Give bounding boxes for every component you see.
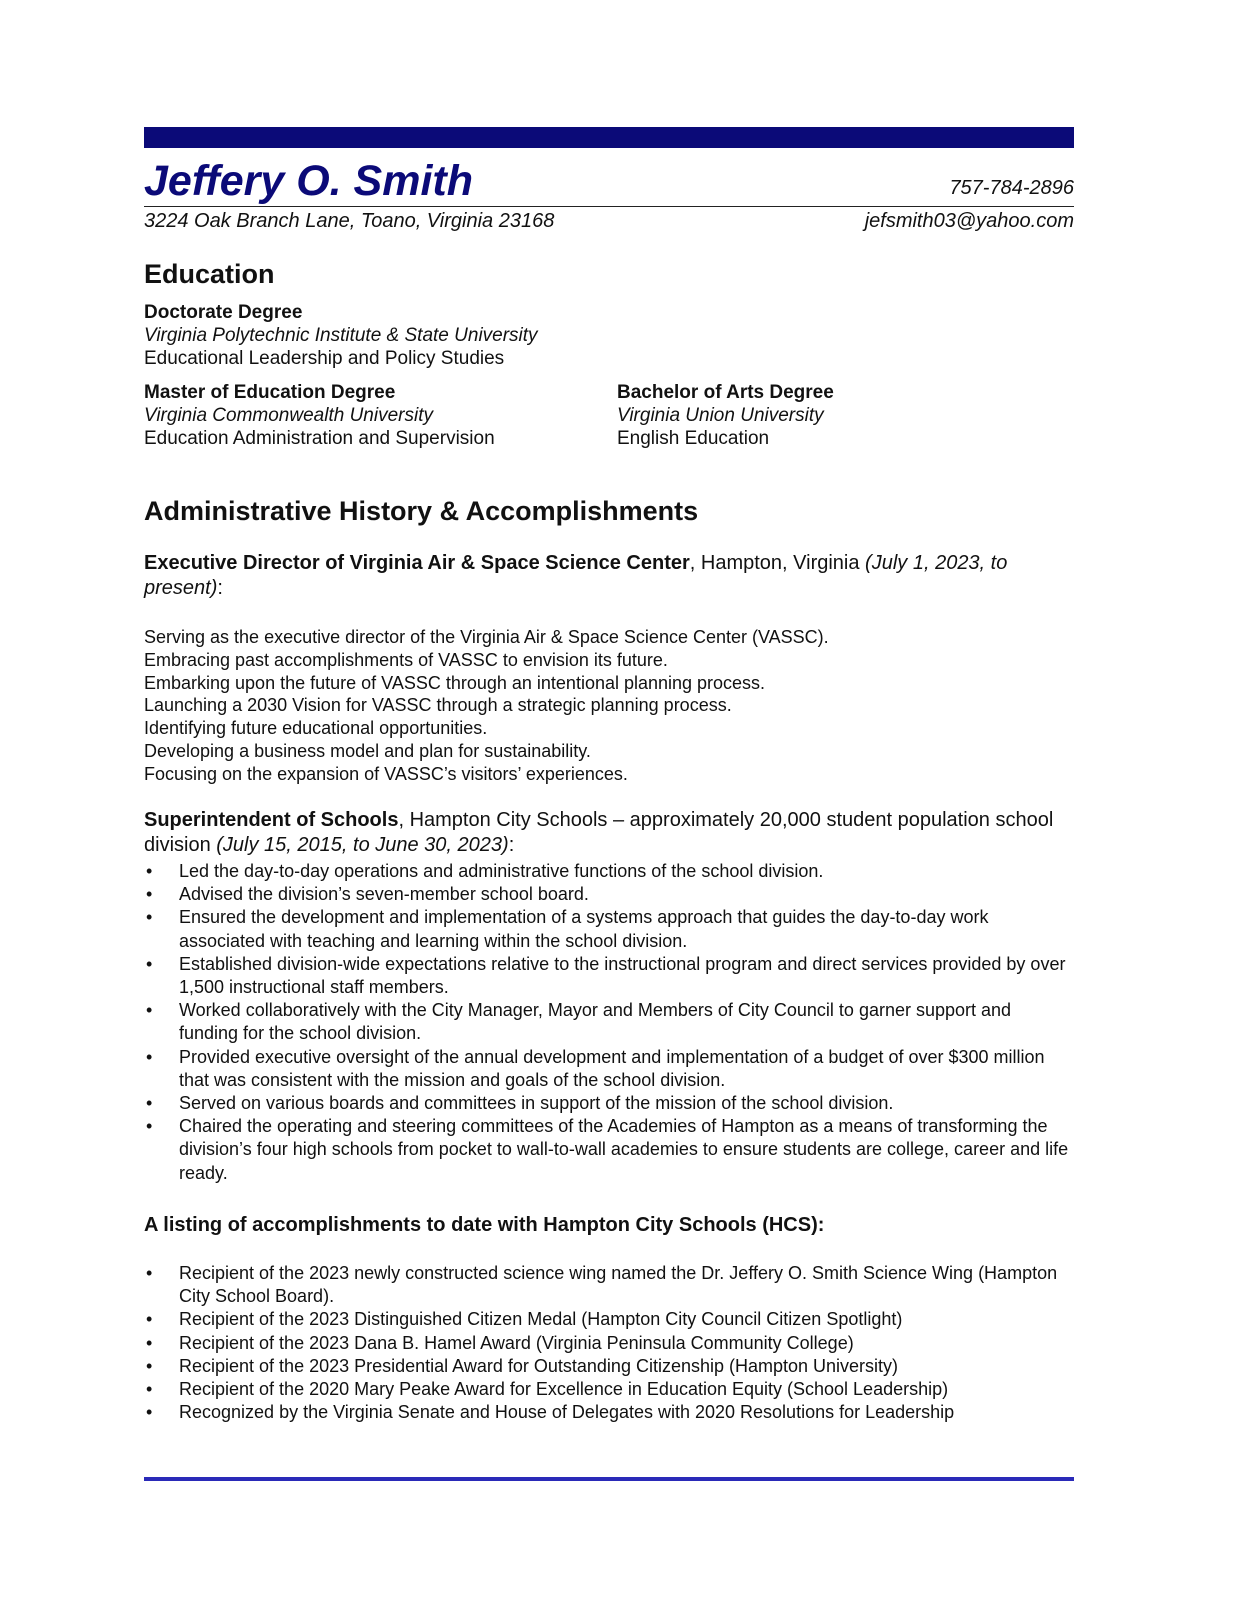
bullet-icon: •	[146, 1046, 153, 1067]
executive-director-duties	[144, 626, 1074, 786]
bullet-icon: •	[146, 861, 153, 881]
bullet-text: Led the day-to-day operations and administrative functions of the school division.	[179, 861, 824, 881]
school-name: Virginia Polytechnic Institute & State University	[144, 325, 538, 346]
bullet-text: Advised the division’s seven-member school board.	[179, 884, 589, 905]
field-of-study: Educational Leadership and Policy Studies	[144, 348, 505, 369]
school-name: Virginia Union University	[617, 405, 824, 426]
bullet-text: Recipient of the 2023 Presidential Award for Outstanding Citizenship (Hampton University)	[179, 1355, 899, 1376]
bullet-item	[144, 953, 1074, 999]
bullet-text: Recipient of the 2020 Mary Peake Award for Excellence in Education Equity (School Leadership)	[179, 1379, 949, 1400]
bullet-icon: •	[146, 1093, 153, 1114]
bullet-text: Provided executive oversight of the annual development and implementation of a budget of over $300 million that was consistent with the mission and goals of the school division.	[179, 1046, 1045, 1090]
bullet-text: Established division-wide expectations relative to the instructional program and direct services provided by over 1,500 instructional staff members.	[179, 953, 1066, 998]
resume-page	[144, 0, 1074, 1600]
header-bar	[144, 127, 1074, 148]
role-title: Superintendent of Schools	[144, 809, 399, 831]
duty-line: Embracing past accomplishments of VASSC to envision its future.	[144, 649, 668, 670]
footer-rule	[144, 1477, 1074, 1481]
bullet-icon: •	[146, 1379, 153, 1400]
bullet-item	[144, 1115, 1074, 1185]
role-title: Executive Director of Virginia Air & Space Science Center	[144, 552, 690, 574]
header-divider	[144, 206, 1074, 207]
education-masters	[144, 381, 495, 450]
bullet-item	[144, 883, 1074, 906]
education-doctorate	[144, 301, 538, 370]
bullet-text: Recipient of the 2023 Dana B. Hamel Award (Virginia Peninsula Community College)	[179, 1332, 854, 1353]
bullet-icon: •	[146, 1332, 153, 1353]
field-of-study: Education Administration and Supervision	[144, 428, 495, 449]
superintendent-duties	[144, 860, 1074, 1185]
bullet-item	[144, 1262, 1074, 1308]
degree-name: Master of Education Degree	[144, 382, 396, 403]
bullet-icon: •	[146, 884, 153, 905]
duty-line: Launching a 2030 Vision for VASSC through a strategic planning process.	[144, 695, 732, 716]
bullet-item	[144, 1355, 1074, 1378]
bullet-text: Served on various boards and committees in support of the mission of the school division.	[179, 1093, 894, 1114]
mailing-address: 3224 Oak Branch Lane, Toano, Virginia 23168	[144, 210, 555, 232]
bullet-text: Worked collaboratively with the City Manager, Mayor and Members of City Council to garner support and funding for the school division.	[179, 1000, 1012, 1044]
bullet-icon: •	[146, 1309, 153, 1330]
bullet-icon: •	[146, 1116, 153, 1137]
email-address: jefsmith03@yahoo.com	[864, 210, 1074, 232]
bullet-item	[144, 1308, 1074, 1331]
bullet-icon: •	[146, 907, 153, 928]
field-of-study: English Education	[617, 428, 770, 449]
role-executive-director	[144, 551, 1074, 601]
bullet-text: Chaired the operating and steering committees of the Academies of Hampton as a means of transforming the division’s four high schools from pocket to wall-to-wall academies to ensure students are college, career and life ready.	[179, 1116, 1069, 1183]
bullet-item	[144, 999, 1074, 1045]
bullet-text: Recipient of the 2023 newly constructed science wing named the Dr. Jeffery O. Smith Science Wing (Hampton City School Board).	[179, 1263, 1058, 1307]
bullet-item	[144, 1378, 1074, 1401]
history-heading: Administrative History & Accomplishments	[144, 496, 699, 526]
bullet-icon: •	[146, 1355, 153, 1376]
bullet-text: Recipient of the 2023 Distinguished Citizen Medal (Hampton City Council Citizen Spotlight)	[179, 1309, 903, 1330]
bullet-text: Recognized by the Virginia Senate and House of Delegates with 2020 Resolutions for Leadership	[179, 1402, 955, 1423]
bullet-icon: •	[146, 1402, 153, 1423]
duty-line: Embarking upon the future of VASSC through an intentional planning process.	[144, 672, 766, 693]
accomplishments-heading: A listing of accomplishments to date with Hampton City Schools (HCS):	[144, 1214, 825, 1236]
bullet-icon: •	[146, 953, 153, 974]
bullet-item	[144, 906, 1074, 952]
bullet-item	[144, 860, 1074, 883]
bullet-icon: •	[146, 1263, 153, 1283]
candidate-name: Jeffery O. Smith	[144, 157, 473, 205]
bullet-item	[144, 1046, 1074, 1092]
duty-line: Developing a business model and plan for sustainability.	[144, 740, 591, 761]
duty-line: Identifying future educational opportunities.	[144, 718, 488, 739]
degree-name: Doctorate Degree	[144, 302, 303, 323]
bullet-icon: •	[146, 1000, 153, 1021]
school-name: Virginia Commonwealth University	[144, 405, 433, 426]
bullet-text: Ensured the development and implementation of a systems approach that guides the day-to-day work associated with teaching and learning within the school division.	[179, 907, 989, 951]
bullet-item	[144, 1332, 1074, 1355]
phone-number: 757-784-2896	[949, 177, 1074, 199]
role-dates: (July 15, 2015, to June 30, 2023)	[216, 834, 509, 856]
role-superintendent	[144, 808, 1074, 858]
duty-line: Serving as the executive director of the Virginia Air & Space Science Center (VASSC).	[144, 627, 829, 647]
role-location: , Hampton, Virginia	[689, 552, 866, 574]
role-suffix: :	[508, 834, 515, 856]
education-heading: Education	[144, 259, 275, 289]
role-location: , Hampton City Schools – approximately 20,000 student population school division	[144, 809, 1054, 856]
degree-name: Bachelor of Arts Degree	[617, 382, 834, 403]
education-bachelors	[617, 381, 834, 450]
bullet-item	[144, 1092, 1074, 1115]
duty-line: Focusing on the expansion of VASSC’s visitors’ experiences.	[144, 763, 628, 784]
accomplishments-list	[144, 1262, 1074, 1424]
bullet-item	[144, 1401, 1074, 1424]
role-dates: (July 1, 2023, to present)	[144, 552, 1008, 599]
role-suffix: :	[217, 577, 223, 599]
